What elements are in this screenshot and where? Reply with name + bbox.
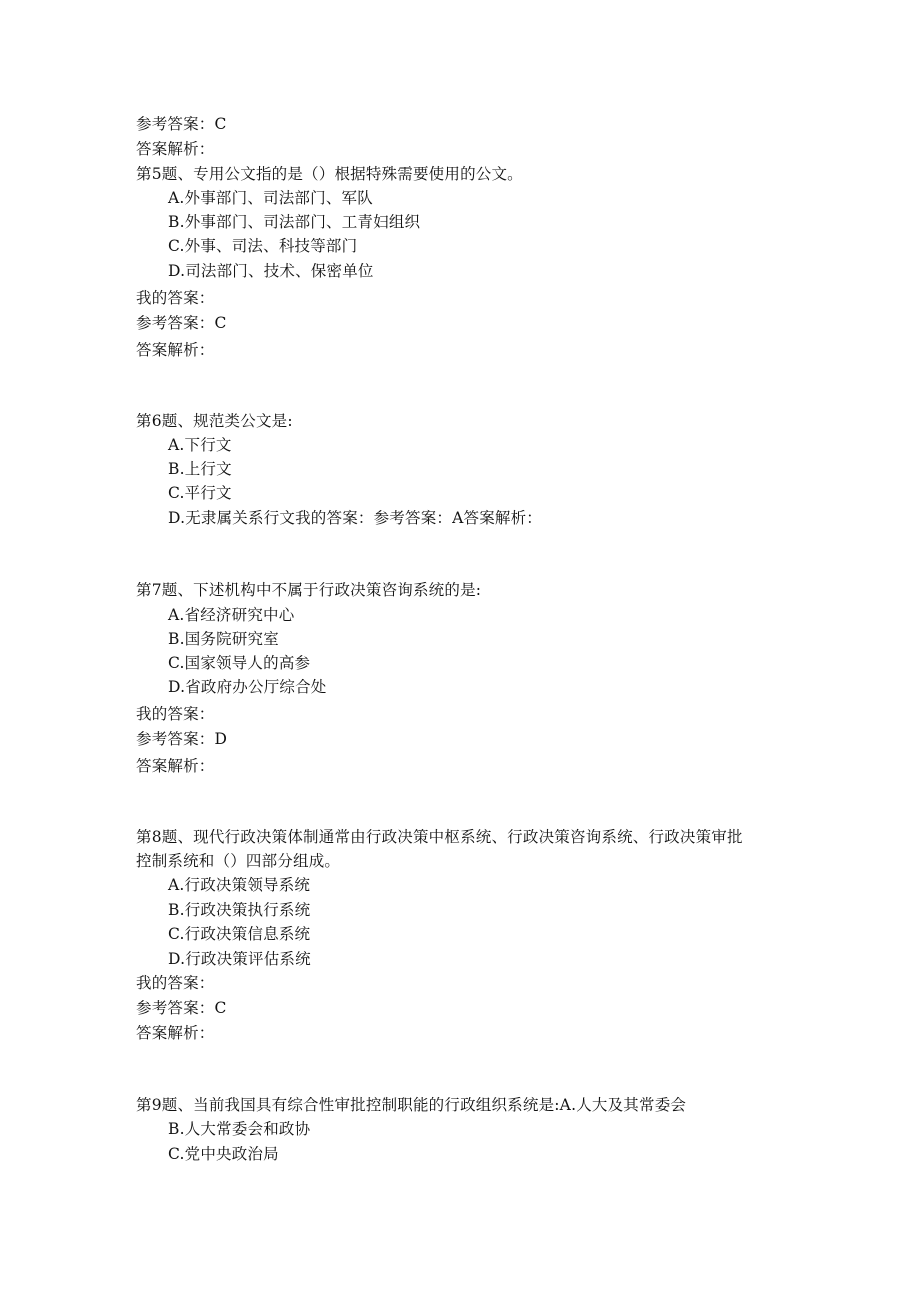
q6-option-a: A.下行文 <box>168 436 232 454</box>
q5-option-c: C.外事、司法、科技等部门 <box>168 237 358 255</box>
q7-option-a: A.省经济研究中心 <box>168 606 295 624</box>
q7-stem: 第7题、下述机构中不属于行政决策咨询系统的是: <box>136 581 482 599</box>
q8-answer-analysis: 答案解析： <box>136 1024 215 1042</box>
q6-option-b: B.上行文 <box>168 460 232 478</box>
q5-option-a: A.外事部门、司法部门、军队 <box>168 189 373 207</box>
q7-my-answer: 我的答案： <box>136 705 215 723</box>
q7-reference-answer: 参考答案：D <box>136 730 228 748</box>
q7-answer-analysis: 答案解析： <box>136 757 215 775</box>
q8-option-a: A.行政决策领导系统 <box>168 876 311 894</box>
q8-option-b: B.行政决策执行系统 <box>168 901 311 919</box>
q5-option-b: B.外事部门、司法部门、工青妇组织 <box>168 213 421 231</box>
q7-option-d: D.省政府办公厅综合处 <box>168 678 327 696</box>
q5-stem: 第5题、专用公文指的是（）根据特殊需要使用的公文。 <box>136 165 523 183</box>
q9-option-c: C.党中央政治局 <box>168 1145 279 1163</box>
q5-option-d: D.司法部门、技术、保密单位 <box>168 262 374 280</box>
prev-reference-answer: 参考答案：C <box>136 115 227 133</box>
q9-stem: 第9题、当前我国具有综合性审批控制职能的行政组织系统是:A.人大及其常委会 <box>136 1096 687 1114</box>
q7-option-b: B.国务院研究室 <box>168 630 279 648</box>
q9-option-b: B.人大常委会和政协 <box>168 1120 311 1138</box>
q7-option-c: C.国家领导人的高参 <box>168 654 311 672</box>
q5-answer-analysis: 答案解析： <box>136 341 215 359</box>
q5-my-answer: 我的答案： <box>136 289 215 307</box>
q6-stem: 第6题、规范类公文是: <box>136 412 293 430</box>
q8-option-d: D.行政决策评估系统 <box>168 950 311 968</box>
q8-my-answer: 我的答案： <box>136 974 215 992</box>
q8-stem-line1: 第8题、现代行政决策体制通常由行政决策中枢系统、行政决策咨询系统、行政决策审批 <box>136 828 743 846</box>
q8-stem-line2: 控制系统和（）四部分组成。 <box>136 852 341 870</box>
prev-answer-analysis: 答案解析： <box>136 140 215 158</box>
q5-reference-answer: 参考答案：C <box>136 314 227 332</box>
q6-option-d: D.无隶属关系行文我的答案：参考答案：A答案解析： <box>168 509 542 527</box>
q8-reference-answer: 参考答案：C <box>136 999 227 1017</box>
q8-option-c: C.行政决策信息系统 <box>168 925 311 943</box>
q6-option-c: C.平行文 <box>168 484 232 502</box>
